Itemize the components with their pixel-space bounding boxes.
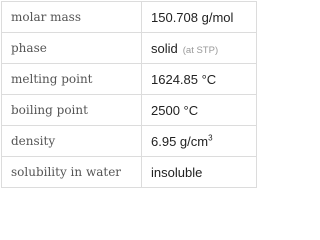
value-text: 6.95 g/cm: [151, 133, 209, 149]
unit-exponent: 3: [208, 133, 213, 143]
property-value: [142, 2, 257, 33]
properties-table: [1, 1, 257, 188]
property-value: [142, 95, 257, 126]
value-text: 1624.85 °C: [151, 71, 217, 87]
property-label: density: [2, 126, 142, 157]
value-text: insoluble: [151, 164, 203, 180]
table-row: [2, 95, 257, 126]
table-row: [2, 157, 257, 188]
property-value: [142, 126, 257, 157]
value-text: solid: [151, 40, 178, 56]
property-value: [142, 64, 257, 95]
property-label: phase: [2, 33, 142, 64]
property-label: boiling point: [2, 95, 142, 126]
property-label: molar mass: [2, 2, 142, 33]
property-value: [142, 33, 257, 64]
condition-note: (at STP): [182, 44, 219, 56]
value-text: 2500 °C: [151, 102, 199, 118]
property-label: melting point: [2, 64, 142, 95]
value-text: 150.708 g/mol: [151, 9, 234, 25]
table-row: [2, 64, 257, 95]
property-value: [142, 157, 257, 188]
table-row: [2, 33, 257, 64]
table-row: [2, 126, 257, 157]
property-label: solubility in water: [2, 157, 142, 188]
table-row: [2, 2, 257, 33]
